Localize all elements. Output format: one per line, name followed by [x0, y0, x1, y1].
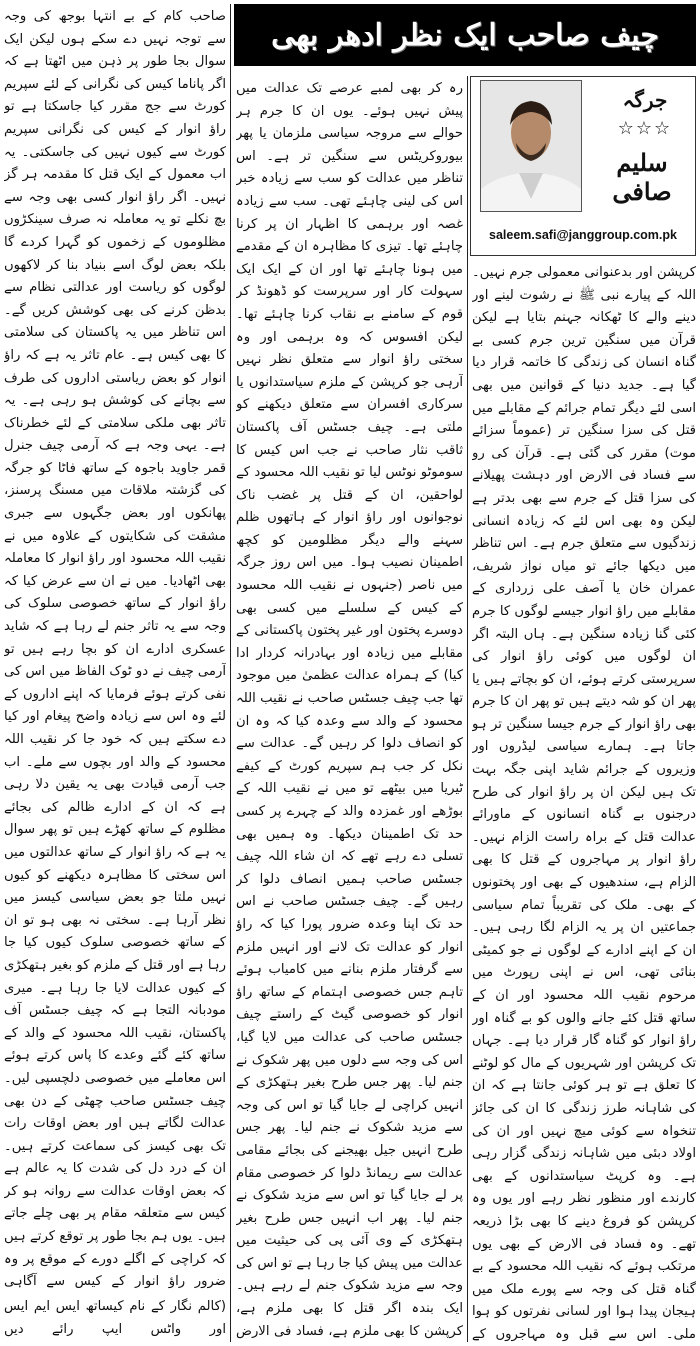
article-paragraph: صاحب کام کے بے انتہا بوجھ کی وجہ سے توجہ نہیں دے سکے ہوں لیکن ایک سوال بجا طور پر ذہن میں اٹھتا ہے کہ اگر پاناما کیس کی نگرانی کے لئے سپریم کورٹ سے جج مقرر کیا جاسکتا ہے تو راؤ انوار کے کیس کی نگرانی سپریم کورٹ سے کیوں نہیں کی جاسکتی۔ یہ اب معمول کے ایک قتل کا مقدمہ ہر گز نہیں۔ اگر راؤ انوار کسی بھی وجہ سے بچ نکلے تو یہ معاملہ نہ صرف سینکڑوں مظلوموں کے زخموں کو گہرا کردے گا بلکہ بعض لوگ اسے بنیاد بنا کر لاکھوں لوگوں کو ریاست اور عدالتی نظام سے بدظن کرنے کی بھی کوشش کریں گے۔ اس تناظر میں یہ پاکستان کی سلامتی کا بھی کیس ہے۔ عام تاثر یہ ہے کہ راؤ انوار کو بعض ریاستی اداروں کی طرف سے بچانے کی کوشش ہو رہی ہے۔ یہ تاثر بھی ملکی سلامتی کے لئے خطرناک ہے۔ یہی وجہ ہے کہ آرمی چیف جنرل قمر جاوید باجوہ کے ساتھ فاٹا کو جرگہ کی گزشتہ ملاقات میں مسنگ پرسنز، پھانکوں اور بعض جگہوں سے جبری مشقت کی شکایتوں کے علاوہ میں نے نقیب اللہ محسود اور راؤ انوار کا معاملہ بھی اٹھادیا۔ میں نے ان سے عرض کیا کہ راؤ انوار کے ساتھ خصوصی سلوک کی وجہ سے یہ تاثر جنم لے رہا ہے کہ شاید عسکری ادارے ان کو بچا رہے ہیں تو آرمی چیف نے دو ٹوک الفاظ میں اس کی نفی کرتے ہوئے فرمایا کہ اپنے اداروں کے لئے وہ اس سے زیادہ واضح پیغام اور کیا دے سکتے ہیں کہ خود جا کر نقیب اللہ محسود کے والد اور بچوں سے ملے۔ اب جب آرمی قیادت بھی یہ یقین دلا رہی ہے کہ ان کے ادارے ظالم کی بجائے مظلوم کے ساتھ کھڑے ہیں تو پھر سوال یہ ہے کہ راؤ انوار کے ساتھ عدالتوں میں اس سختی کا مظاہرہ دیکھنے کو کیوں نہیں ملتا جو بعض سیاسی کیسز میں نظر آرہا ہے۔ سختی نہ بھی ہو تو ان کے ساتھ خصوصی سلوک کیوں کیا جا رہا ہے اور قتل کے ملزم کو بغیر ہتھکڑی کے کیوں عدالت لایا جا رہا ہے۔ میری مودبانہ التجا ہے کہ چیف جسٹس آف پاکستان، نقیب اللہ محسود کے والد کے ساتھ کئے گئے وعدے کا پاس کرتے ہوئے اس معاملے میں خصوصی دلچسپی لیں۔ چیف جسٹس صاحب چھٹی کے دن بھی عدالت لگاتے ہیں اور بعض اوقات رات تک بھی کیسز کی سماعت کرتے ہیں۔ ان کے درد دل کی شدت کا یہ عالم ہے کہ بعض اوقات عدالت سے روانہ ہو کر کیس سے متعلقہ مقام پر بھی چلے جاتے ہیں۔ یوں ہم بجا طور پر توقع کرتے ہیں کہ کراچی کے اگلے دورے کے موقع پر وہ ضرور راؤ انوار کے کیس سے آگاہی	[4, 9, 226, 1290]
column-stars: ☆☆☆	[617, 118, 673, 139]
column-name: جرگہ	[622, 88, 668, 112]
column-divider	[467, 76, 468, 1342]
article-title: چیف صاحب ایک نظر ادھر بھی	[271, 17, 659, 53]
author-name: سلیم صافی	[612, 148, 672, 206]
article-column-middle	[236, 78, 463, 1342]
article-column-left	[4, 6, 226, 1296]
author-portrait-icon	[481, 81, 581, 211]
contact-note: (کالم نگار کے نام کیساتھ ایس ایم ایس اور واٹس ایپ رائے دیں	[4, 1299, 226, 1337]
article-footer-note	[4, 1296, 226, 1342]
article-paragraph: کرپشن اور بدعنوانی معمولی جرم نہیں۔ اللہ کے پیارے نبی ﷺ نے رشوت لینے اور دینے والے کا ٹھکانہ جہنم بتایا ہے لیکن قرآن میں سنگین ترین جرم کسی بے گناہ انسان کی زندگی کا خاتمہ قرار دیا گیا ہے۔ جدید دنیا کے قوانین میں بھی اسی لئے دیگر تمام جرائم کے مقابلے میں قتل کی سزا سنگین تر (عموماً سزائے موت) مقرر کی گئی ہے۔ قرآن کی رو سے فساد فی الارض اور دہشت پھیلانے کی سزا قتل کے جرم سے بھی بدتر ہے لیکن وہ بھی اس لئے کہ زیادہ انسانی زندگیوں سے متعلق جرم ہے۔ اس تناظر میں دیکھا جائے تو میاں نواز شریف، عمران خان یا آصف علی زرداری کے مقابلے میں راؤ انوار جیسے لوگوں کا جرم کئی گنا زیادہ سنگین ہے۔ ہاں البتہ اگر ان لوگوں میں کوئی راؤ انوار کی سرپرستی کرتے ہوئے، ان کو بچاتے ہیں یا پھر ان کو شہ دیتے ہیں تو پھر ان کا جرم بھی راؤ انوار کے جرم جیسا سنگین تر ہو جاتا ہے۔ ہمارے سیاسی لیڈروں اور وزیروں کے جرائم شاید اپنی جگہ بہت تک ہیں لیکن ان پر راؤ انوار کی طرح درجنوں بے گناہ انسانوں کے ماورائے عدالت قتل کے براہ راست الزام نہیں۔ راؤ انوار پر مہاجروں کے قتل کا بھی الزام ہے، سندھیوں کے بھی اور پختونوں کے بھی۔ ملک کی تقریباً تمام سیاسی جماعتیں ان پر یہ الزام لگا رہی ہیں۔ ان کے اپنے ادارے کے لوگوں نے جو کمیٹی بنائی تھی، اس نے اپنی رپورٹ میں مرحوم نقیب اللہ محسود اور ان کے ساتھ قتل کئے جانے والوں کو بے گناہ اور راؤ انوار کو گناہ گار قرار دیا ہے۔ جہاں تک کرپشن اور شہریوں کے مال کو لوٹنے کا تعلق ہے تو ہر کوئی جانتا ہے کہ ان کی شاہانہ طرز زندگی کا ان کی جائز تنخواہ سے کوئی میچ نہیں اور ان کی اولاد دبئی میں شاہانہ زندگی گزار رہی ہے۔ وہ کرپٹ سیاستدانوں کے بھی کارندے اور منظور نظر رہے اور یوں وہ کرپشن کو فروغ دینے کا بھی بڑا ذریعہ تھے۔ وہ فساد فی الارض کے بھی یوں مرتکب ہوئے کہ نقیب اللہ محسود کے بے گناہ قتل کی وجہ سے پورے ملک میں ہیجان پیدا ہوا اور لسانی نفرتوں کو ہوا ملی۔ اس سے قبل وہ مہاجروں کے	[472, 265, 696, 1342]
column-divider	[230, 4, 231, 1342]
column-banner	[234, 4, 696, 66]
article-column-right	[472, 262, 696, 1342]
article-paragraph: رہ کر بھی لمبے عرصے تک عدالت میں پیش نہیں ہوئے۔ یوں ان کا جرم ہر حوالے سے مروجہ سیاسی ملزمان یا پھر بیوروکریٹس سے سنگین تر ہے۔ اس تناظر میں عدالت کو سب سے زیادہ خبر اس کی لینی چاہئے تھی۔ سب سے زیادہ غصہ اور برہمی کا اظہار ان پر کرنا چاہئے تھا۔ تیزی کا مظاہرہ ان کے مقدمے میں ہونا چاہئے تھا اور ان کے ایک ایک سہولت کار اور سرپرست کو ڈھونڈ کر قوم کے سامنے بے نقاب کرنا چاہئے تھا۔ لیکن افسوس کہ وہ برہمی اور وہ سختی راؤ انوار سے متعلق نظر نہیں آرہی جو کرپشن کے ملزم سیاستدانوں یا سرکاری افسران سے متعلق دیکھنے کو ملتی ہے۔ چیف جسٹس آف پاکستان ثاقب نثار صاحب نے جب اس کیس کا سوموٹو نوٹس لیا تو نقیب اللہ محسود کے لواحقین، ان کے قتل پر غضب ناک نوجوانوں اور راؤ انوار کے ہاتھوں ظلم سہنے والے دیگر مظلومین کو کچھ اطمینان نصیب ہوا۔ میں اس روز جرگہ میں ناصر (جنہوں نے نقیب اللہ محسود کے کیس کے سلسلے میں کسی بھی دوسرے پختون اور غیر پختون پاکستانی کے مقابلے میں زیادہ اور بہادرانہ کردار ادا کیا) کے ہمراہ عدالت عظمیٰ میں موجود تھا جب چیف جسٹس صاحب نے نقیب اللہ محسود کے والد سے وعدہ کیا کہ وہ ان کو انصاف دلوا کر رہیں گے۔ عدالت سے نکل کر جب ہم سپریم کورٹ کے کیفے ٹیریا میں بیٹھے تو میں نے نقیب اللہ کے بوڑھے اور غمزدہ والد کے چہرے پر کسی حد تک اطمینان دیکھا۔ وہ ہمیں بھی تسلی دے رہے تھے کہ ان شاء اللہ چیف جسٹس صاحب ہمیں انصاف دلوا کر رہیں گے۔ چیف جسٹس صاحب نے اس حد تک اپنا وعدہ ضرور پورا کیا کہ راؤ انوار کو عدالت تک لانے اور انہیں ملزم سے گرفتار ملزم بنانے میں کامیاب ہوئے تاہم جس خصوصی اہتمام کے ساتھ راؤ انوار کو خصوصی گیٹ کے راستے چیف جسٹس صاحب کی عدالت میں لایا گیا، اس کی وجہ سے دلوں میں پھر شکوک نے جنم لیا۔ پھر جس طرح بغیر ہتھکڑی کے انہیں کراچی لے جایا گیا تو اس کی وجہ سے مزید شکوک نے جنم لیا۔ پھر جس طرح انہیں جیل بھیجنے کی بجائے مقامی عدالت سے ریمانڈ دلوا کر خصوصی مقام پر لے جایا گیا تو اس سے مزید شکوک نے جنم لیا۔ پھر اب انہیں جس طرح بغیر ہتھکڑی کے وی آئی پی کی حیثیت میں عدالت میں پیش کیا جا رہا ہے تو اس کی وجہ سے مزید شکوک جنم لے رہے ہیں۔ ایک بندہ اگر قتل کا بھی ملزم ہے، کرپشن کا بھی ملزم ہے، فساد فی الارض	[236, 81, 463, 1339]
author-photo	[480, 80, 582, 212]
author-email: saleem.safi@janggroup.com.pk	[489, 228, 677, 242]
